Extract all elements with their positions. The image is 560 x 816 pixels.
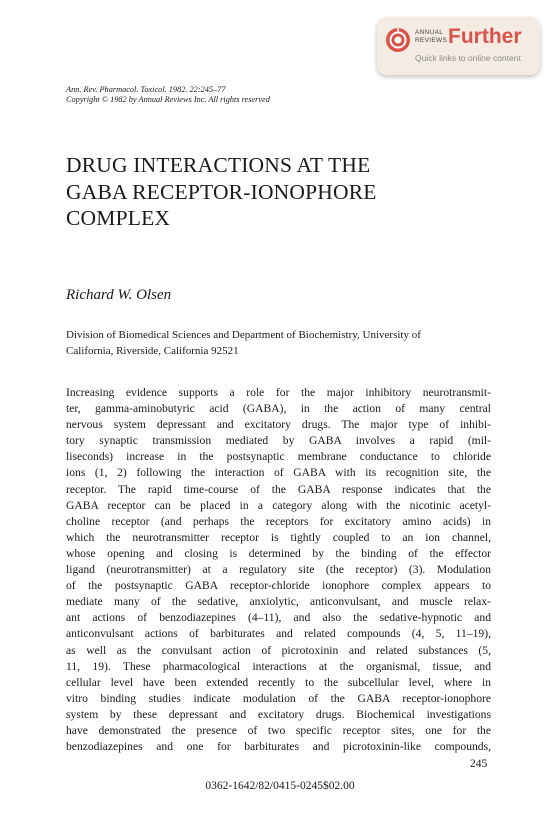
body-line: GABA receptor can be placed in a category along with the nicotinic acetyl- [66, 498, 491, 512]
article-code: 0362-1642/82/0415-0245$02.00 [205, 780, 355, 792]
copyright-notice: Copyright © 1982 by Annual Reviews Inc. All rights reserved [66, 95, 270, 104]
author-name: Richard W. Olsen [66, 287, 172, 303]
body-line: ant actions of benzodiazepines (4–11), and also the sedative-hypnotic and [66, 611, 491, 625]
body-line: whose opening and closing is determined by the binding of the effector [66, 546, 491, 560]
page-number: 245 [470, 758, 488, 770]
annual-reviews-further-badge[interactable] [377, 17, 540, 75]
badge-quick-links-text: Quick links to online content [415, 53, 521, 63]
body-line: system by these depressant and excitatory drugs. Biochemical investigations [66, 707, 491, 721]
body-line: anticonvulsant actions of barbiturates and related compounds (4, 5, 11–19), [66, 627, 491, 641]
body-line: as well as the convulsant action of picrotoxinin and related substances (5, [66, 643, 491, 657]
body-line: which the neurotransmitter receptor is tightly coupled to an ion channel, [66, 530, 491, 544]
body-line: tory synaptic transmission mediated by GABA involves a rapid (mil- [66, 434, 491, 448]
body-line: benzodiazepines and one for barbiturates and picrotoxinin-like compounds, [66, 740, 491, 754]
body-line: ions (1, 2) following the interaction of GABA with its recognition site, the [66, 466, 491, 480]
author-affiliation [66, 327, 496, 359]
article-title [66, 152, 506, 232]
body-paragraph [66, 385, 491, 755]
journal-citation: Ann. Rev. Pharmacol. Toxicol. 1982. 22:245–77 [66, 85, 226, 94]
affiliation-line: California, Riverside, California 92521 [66, 345, 239, 357]
badge-further-label: Further [448, 25, 522, 48]
badge-brand-line2: REVIEWS [415, 37, 448, 44]
title-line: DRUG INTERACTIONS AT THE [66, 153, 371, 177]
body-line: ter, gamma-aminobutyric acid (GABA), in the action of many central [66, 402, 491, 416]
title-line: COMPLEX [66, 206, 171, 230]
body-line: of the postsynaptic GABA receptor-chloride ionophore complex appears to [66, 579, 491, 593]
title-line: GABA RECEPTOR-IONOPHORE [66, 179, 377, 204]
body-line: receptor. The rapid time-course of the GABA response indicates that the [66, 482, 491, 496]
badge-brand-line1: ANNUAL [415, 29, 444, 36]
body-line: mediate many of the sedative, anxiolytic, anticonvulsant, and muscle relax- [66, 595, 491, 609]
annual-reviews-logo-icon [385, 27, 411, 53]
body-line: vitro binding studies indicate modulation of the GABA receptor-ionophore [66, 691, 491, 705]
badge-brand-label [415, 29, 447, 45]
body-line: ligand (neurotransmitter) at a regulatory site (the receptor) (3). Modulation [66, 563, 491, 577]
body-line: choline receptor (and perhaps the receptors for excitatory amino acids) in [66, 514, 491, 528]
affiliation-line: Division of Biomedical Sciences and Department of Biochemistry, University of [66, 329, 421, 341]
body-line: have demonstrated the presence of two specific receptor sites, one for the [66, 723, 491, 737]
body-line: Increasing evidence supports a role for the major inhibitory neurotransmit- [66, 386, 491, 399]
body-line: liseconds) increase in the postsynaptic membrane conductance to chloride [66, 450, 491, 464]
body-line: 11, 19). These pharmacological interactions at the organismal, tissue, and [66, 659, 491, 673]
body-line: nervous system depressant and excitatory drugs. The major type of inhibi- [66, 418, 491, 432]
body-line: cellular level have been extended recently to the subcellular level, where in [66, 675, 491, 689]
